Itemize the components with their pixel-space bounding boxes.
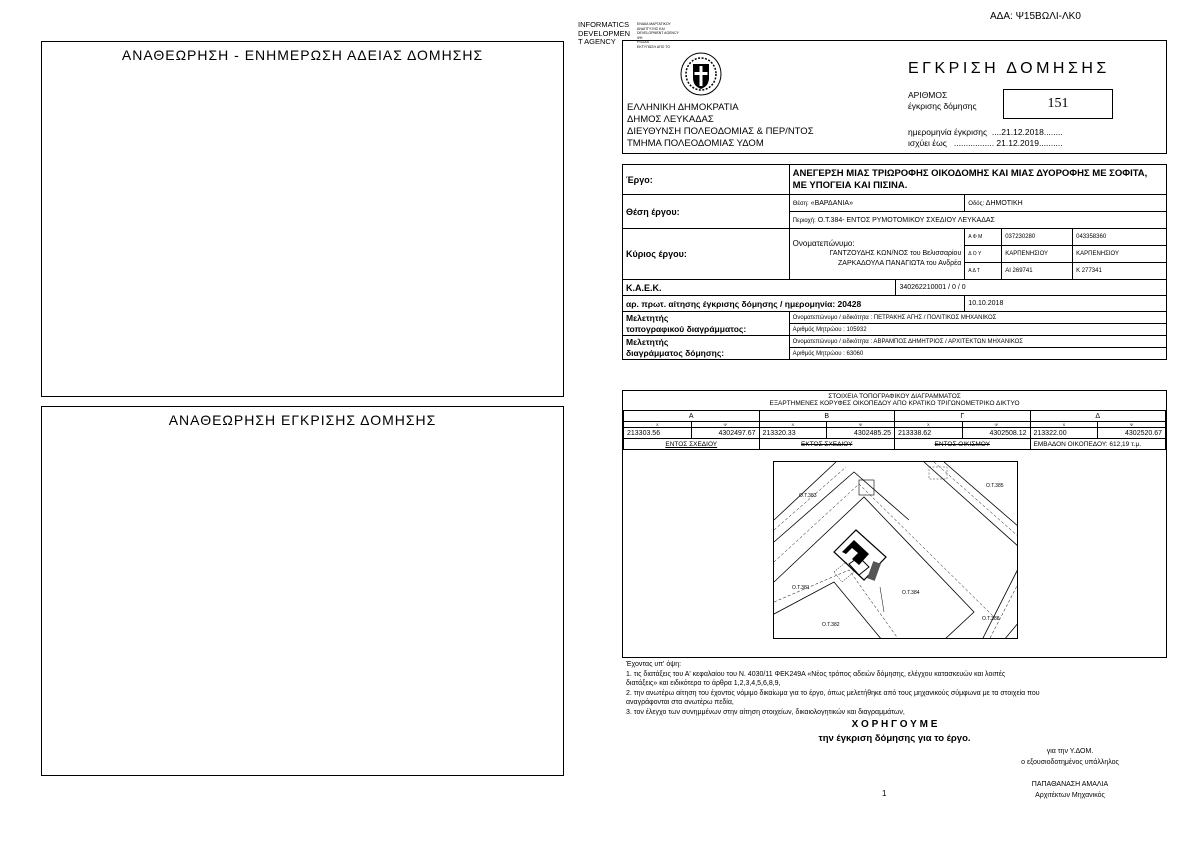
table-row (623, 229, 1167, 246)
table-row (623, 280, 1167, 296)
ot-label: Ο.Τ.381 (792, 585, 810, 591)
date-label: ημερομηνία έγκρισης (908, 127, 988, 137)
kaek-label: Κ.Α.Ε.Κ. (623, 280, 896, 296)
topographic-box (622, 390, 1167, 658)
ektos-sxediou: ΕΚΤΟΣ ΣΧΕΔΙΟΥ (759, 439, 895, 450)
authority-line: ΤΜΗΜΑ ΠΟΛΕΟΔΟΜΙΑΣ ΥΔΟΜ (627, 138, 764, 149)
table-row (624, 428, 1166, 439)
agency-small-line: PSGAS (637, 40, 650, 45)
odos-sublabel: Οδός: (968, 200, 985, 207)
panel-title: ΑΝΑΘΕΩΡΗΣΗ - ΕΝΗΜΕΡΩΣΗ ΑΔΕΙΑΣ ΔΟΜΗΣΗΣ (121, 47, 484, 63)
vertex-name: Α (624, 411, 760, 422)
ot-label: Ο.Τ.385 (986, 483, 1004, 489)
x-header: Χ (624, 422, 692, 428)
mel-topo-label: Μελετητής (626, 312, 669, 323)
page-number: 1 (882, 789, 887, 798)
authority-line: ΔΙΕΥΘΥΝΣΗ ΠΟΛΕΟΔΟΜΙΑΣ & ΠΕΡ/ΝΤΟΣ (627, 126, 814, 137)
entos-oikismou: ΕΝΤΟΣ ΟΙΚΙΣΜΟΥ (895, 439, 1031, 450)
signature-line: για την Υ.ΔΟΜ. (1046, 748, 1094, 755)
site-plan-drawing (774, 462, 1018, 639)
owner-name: ΖΑΡΚΑΔΟΥΛΑ ΠΑΝΑΓΙΩΤΑ του Ανδρέα (838, 260, 962, 267)
y-header: Ψ (691, 422, 759, 428)
agency-small-line: ΕΚΤΥΠΩΣΗ ΑΠΟ ΤΟ (637, 44, 671, 49)
y-header: Ψ (962, 422, 1030, 428)
consideration-1-cont: διατάξεις» και ειδικότερα το άρθρα 1,2,3,4,5,6,8,9, (626, 680, 781, 687)
kyrios-label: Κύριος έργου: (623, 229, 790, 280)
table-row (623, 336, 1167, 348)
vertices-table (623, 410, 1166, 450)
vertex-x: 213322.00 (1030, 428, 1098, 439)
ot-label: Ο.Τ.388 (982, 616, 1000, 622)
agency-line: DEVELOPMEN (578, 28, 631, 38)
table-row (623, 195, 1167, 212)
authority-line: ΔΗΜΟΣ ΛΕΥΚΑΔΑΣ (627, 114, 714, 125)
valid-value: ................. 21.12.2019.......... (953, 138, 1063, 148)
id-value: 043358360 (1073, 229, 1167, 246)
panel-title: ΑΝΑΘΕΩΡΗΣΗ ΕΓΚΡΙΣΗΣ ΔΟΜΗΣΗΣ (168, 412, 437, 428)
approval-number: 151 (1003, 89, 1113, 119)
table-row (624, 439, 1166, 450)
considerations-block (626, 660, 1166, 717)
table-row (623, 165, 1167, 195)
table-row (623, 312, 1167, 324)
vertex-x: 213338.62 (895, 428, 963, 439)
signatory-name: ΠΑΠΑΘΑΝΑΣΗ ΑΜΑΛΙΑ (1031, 781, 1109, 788)
aitisi-label: αρ. πρωτ. αίτησης έγκρισης δόμησης / ημερομηνία: 20428 (623, 296, 965, 312)
number-label (908, 90, 977, 112)
mel-dom-ar: Αριθμός Μητρώου : 63060 (789, 348, 1166, 360)
vertex-y: 4302508.12 (962, 428, 1030, 439)
dates-block (908, 127, 1063, 149)
agency-line: INFORMATICS (578, 20, 630, 29)
owner-name: ΓΑΝΤΖΟΥΔΗΣ ΚΩΝ/ΝΟΣ του Βελισσαρίου (829, 250, 962, 257)
vertex-x: 213320.33 (759, 428, 827, 439)
vertex-x: 213303.56 (624, 428, 692, 439)
onoma-sublabel: Ονοματεπώνυμο: (792, 239, 855, 248)
xorigoume: Χ Ο Ρ Η Γ Ο Υ Μ Ε (851, 719, 938, 730)
valid-label: ισχύει έως (908, 138, 947, 148)
number-label-line: έγκρισης δόμησης (908, 101, 977, 111)
approval-title: ΕΓΚΡΙΣΗ ΔΟΜΗΣΗΣ (908, 60, 1110, 77)
site-plan (773, 461, 1018, 639)
ot-label: Ο.Τ.382 (822, 622, 840, 628)
vertex-name: Γ (895, 411, 1031, 422)
mel-topo-name: Ονοματεπώνυμο / ειδικότητα : ΠΕΤΡΑΚΗΣ ΑΓΗΣ / ΠΟΛΙΤΙΚΟΣ ΜΗΧΑΝΙΚΟΣ (789, 312, 1166, 324)
vertex-y: 4302520.67 (1098, 428, 1166, 439)
mel-dom-label: διαγράμματος δόμησης: (626, 347, 725, 358)
vertex-name: Δ (1030, 411, 1166, 422)
id-value: ΚΑΡΠΕΝΗΣΙΟΥ (1073, 246, 1167, 263)
ot-label: Ο.Τ.383 (799, 493, 817, 499)
date-value: ....21.12.2018........ (991, 127, 1063, 137)
agency-small-line: ΕΝΙΑΙΑ ΜΑΡΓΑΤΙΚΟΥ (637, 22, 671, 26)
y-header: Ψ (827, 422, 895, 428)
aitisi-date: 10.10.2018 (965, 296, 1167, 312)
consideration-2: 2. την ανωτέρω αίτηση του έχοντος νόμιμο δικαίωμα για το έργο, όπως μελετήθηκε από τους μηχανικούς σύμφωνα με τα στοιχεία που (626, 689, 1040, 697)
thesi-value: «ΒΑΡΔΑΝΙΑ» (810, 199, 853, 207)
agency-small-line: DEVELOPMENT AGENCY (637, 31, 679, 36)
ot-label: Ο.Τ.384 (902, 590, 920, 596)
mel-dom-name: Ονοματεπώνυμο / ειδικότητα : ΑΒΡΑΜΠΟΣ ΔΗΜΗΤΡΙΟΣ / ΑΡΧΙΤΕΚΤΩΝ ΜΗΧΑΝΙΚΟΣ (789, 336, 1166, 348)
approval-header (622, 40, 1167, 154)
table-row (623, 296, 1167, 312)
id-value: Κ 277341 (1073, 263, 1167, 280)
mel-topo-label: τοπογραφικού διαγράμματος: (626, 323, 747, 334)
signatory-title: Αρχιτέκτων Μηχανικός (1035, 792, 1105, 799)
authority-line: ΕΛΛΗΝΙΚΗ ΔΗΜΟΚΡΑΤΙΑ (627, 102, 739, 113)
approval-statement: την έγκριση δόμησης για το έργο. (818, 733, 971, 744)
consideration-3: 3. τον έλεγχο των συνημμένων στην αίτηση στοιχείων, δικαιολογητικών και διαγραμμάτων, (626, 708, 905, 716)
id-value: ΑΙ 269741 (1002, 263, 1073, 280)
vertex-name: Β (759, 411, 895, 422)
agency-line: T AGENCY (578, 37, 616, 46)
intro-text: Έχοντας υπ' όψη: (626, 661, 682, 668)
vertex-y: 4302497.67 (691, 428, 759, 439)
authority-block (627, 102, 814, 150)
ada-code: ΑΔΑ: Ψ15ΒΩΛΙ-ΛΚ0 (990, 11, 1081, 22)
ergo-label: Έργο: (623, 165, 790, 195)
greek-emblem-icon (679, 51, 723, 97)
number-label-line: ΑΡΙΘΜΟΣ (908, 90, 948, 100)
ergo-value: ΑΝΕΓΕΡΣΗ ΜΙΑΣ ΤΡΙΩΡΟΦΗΣ ΟΙΚΟΔΟΜΗΣ ΚΑΙ ΜΙΑΣ ΔΥΟΡΟΦΗΣ ΜΕ ΣΟΦΙΤΑ, ΜΕ ΥΠΟΓΕΙΑ ΚΑΙ ΠΙΣΙΝΑ. (789, 165, 1166, 195)
vertex-y: 4302485.25 (827, 428, 895, 439)
kaek-value: 340262210001 / 0 / 0 (896, 280, 1167, 296)
agency-small-line: ΨΗ (637, 35, 643, 40)
y-header: Ψ (1098, 422, 1166, 428)
odos-value: ΔΗΜΟΤΙΚΗ (985, 199, 1023, 207)
id-value: ΚΑΡΠΕΝΗΣΙΟΥ (1002, 246, 1073, 263)
mel-topo-ar: Αριθμός Μητρώου : 105932 (789, 324, 1166, 336)
id-key: Δ Ο Υ (965, 246, 1002, 263)
consideration-2-cont: αναγράφονται στα ανωτέρω πεδία, (626, 699, 734, 706)
thesi-sublabel: Θέση: (792, 200, 809, 207)
id-value: 037230280 (1002, 229, 1073, 246)
signature-block (1000, 746, 1140, 801)
thesi-label: Θέση έργου: (623, 195, 790, 229)
topo-title: ΣΤΟΙΧΕΙΑ ΤΟΠΟΓΡΑΦΙΚΟΥ ΔΙΑΓΡΑΜΜΑΤΟΣ (828, 393, 961, 400)
emvadon: ΕΜΒΑΔΟΝ ΟΙΚΟΠΕΔΟΥ: 612,19 τ.μ. (1030, 439, 1166, 450)
revision-approval-panel (41, 406, 564, 776)
project-info-table (622, 164, 1167, 360)
x-header: Χ (759, 422, 827, 428)
id-key: Α Φ Μ (965, 229, 1002, 246)
perioxi-sublabel: Περιοχή: (792, 217, 816, 224)
perioxi-value: Ο.Τ.384- ΕΝΤΟΣ ΡΥΜΟΤΟΜΙΚΟΥ ΣΧΕΔΙΟΥ ΛΕΥΚΑΔΑΣ (817, 216, 995, 224)
agency-small-line: ΑΝΑΠΤΥΞΗΣ ΚΑΙ (637, 26, 665, 31)
id-key: Α Δ Τ (965, 263, 1002, 280)
x-header: Χ (895, 422, 963, 428)
signature-line: ο εξουσιοδοτημένος υπάλληλος (1021, 759, 1119, 766)
mel-dom-label: Μελετητής (626, 336, 669, 347)
topo-subtitle: ΕΞΑΡΤΗΜΕΝΕΣ ΚΟΡΥΦΕΣ ΟΙΚΟΠΕΔΟΥ ΑΠΟ ΚΡΑΤΙΚΟ ΤΡΙΓΩΝΟΜΕΤΡΙΚΟ ΔΙΚΤΥΟ (769, 400, 1020, 407)
revision-update-panel (41, 41, 564, 397)
table-row (624, 411, 1166, 422)
consideration-1: 1. τις διατάξεις του Α' κεφαλαίου του Ν. 4030/11 ΦΕΚ249Α «Νέος τρόπος αδειών δόμησης, ελέγχου κατασκευών και λοιπές (626, 670, 1006, 678)
entos-sxediou: ΕΝΤΟΣ ΣΧΕΔΙΟΥ (624, 439, 760, 450)
x-header: Χ (1030, 422, 1098, 428)
